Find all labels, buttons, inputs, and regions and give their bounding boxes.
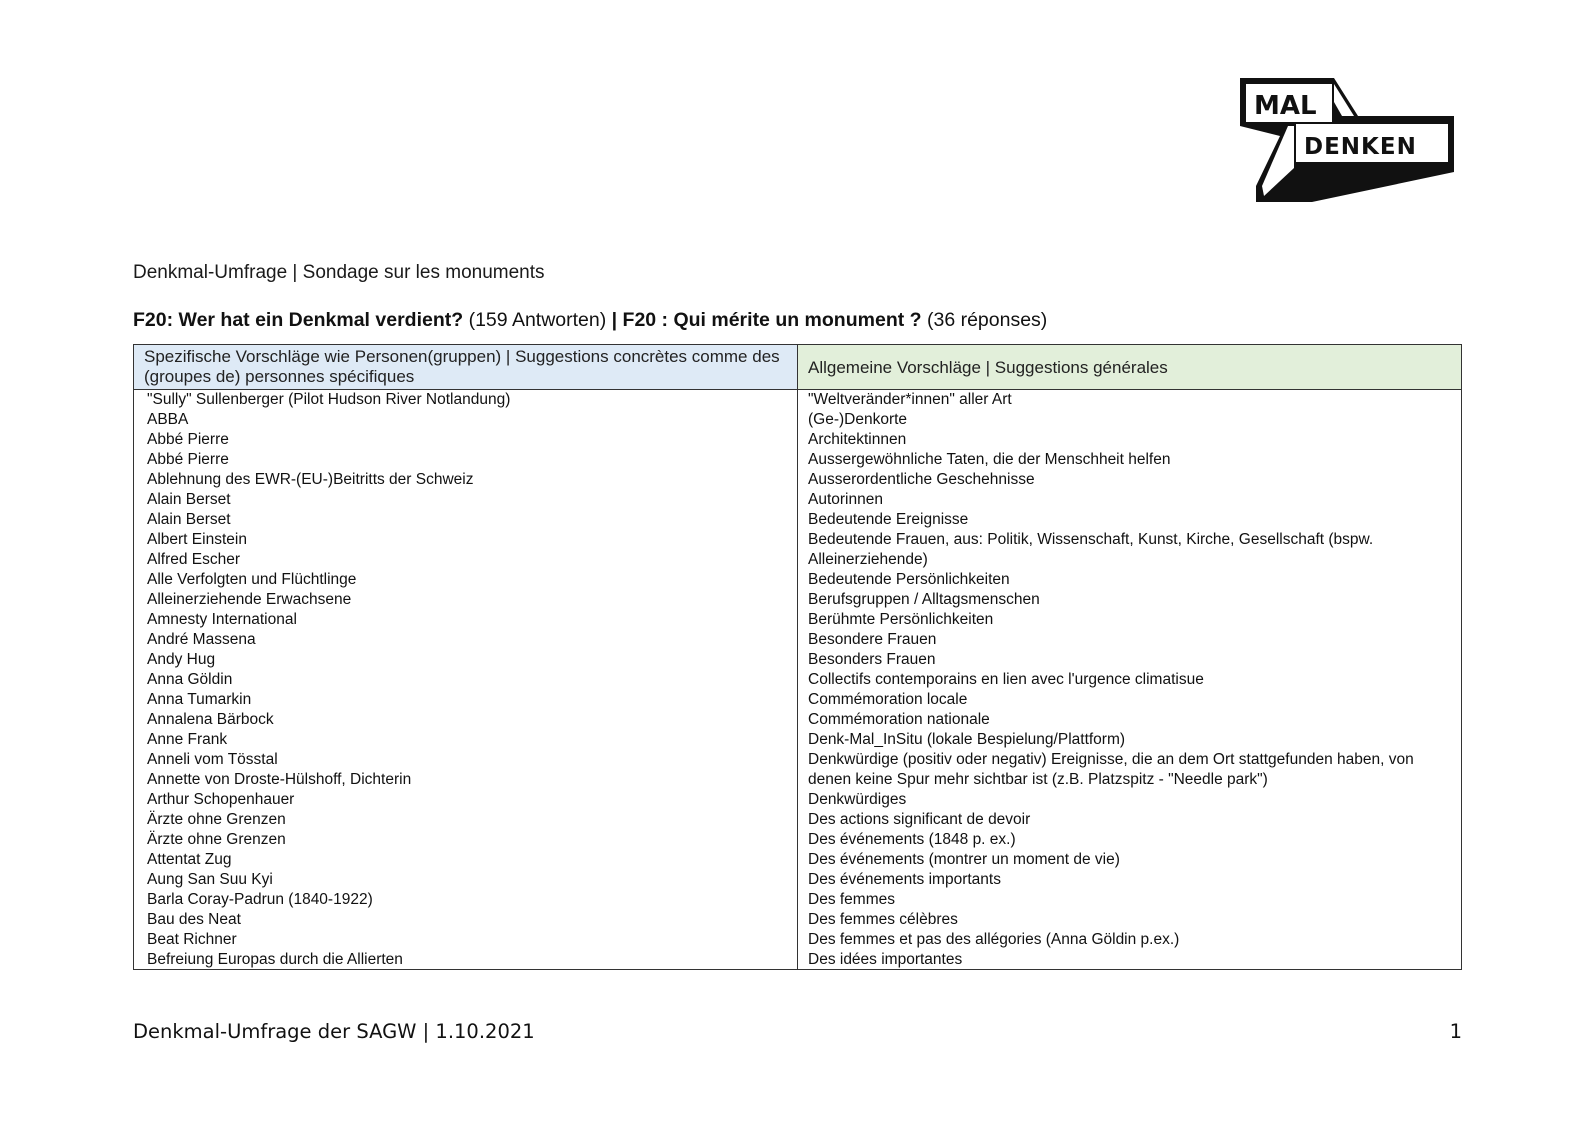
table-cell: Des femmes bbox=[808, 891, 895, 908]
table-cell: Besonders Frauen bbox=[808, 651, 936, 668]
table-cell: Anna Göldin bbox=[147, 671, 233, 688]
mal-denken-logo bbox=[1238, 76, 1458, 204]
table-cell: Berufsgruppen / Alltagsmenschen bbox=[808, 591, 1040, 608]
table-cell: Beat Richner bbox=[147, 931, 237, 948]
table-cell: Bedeutende Frauen, aus: Politik, Wissenschaft, Kunst, Kirche, Gesellschaft (bspw. Alleinerziehende) bbox=[808, 531, 1374, 568]
table-cell: Des événements importants bbox=[808, 871, 1001, 888]
table-cell: Collectifs contemporains en lien avec l'urgence climatisue bbox=[808, 671, 1204, 688]
table-cell: Ärzte ohne Grenzen bbox=[147, 831, 286, 848]
page-number: 1 bbox=[1449, 1020, 1462, 1043]
footer-title: Denkmal-Umfrage der SAGW | 1.10.2021 bbox=[133, 1020, 535, 1043]
logo-text-mal: MAL bbox=[1254, 91, 1317, 121]
table-cell: Ausserordentliche Geschehnisse bbox=[808, 471, 1035, 488]
logo-graphic bbox=[1238, 76, 1458, 204]
table-cell: Anneli vom Tösstal bbox=[147, 751, 278, 768]
table-cell: Anne Frank bbox=[147, 731, 228, 748]
table-cell: Aussergewöhnliche Taten, die der Menschheit helfen bbox=[808, 451, 1171, 468]
table-cell: Des femmes célèbres bbox=[808, 911, 958, 928]
answer-count-fr: (36 réponses) bbox=[921, 309, 1048, 331]
table-cell: Annette von Droste-Hülshoff, Dichterin bbox=[147, 771, 412, 788]
header-general-suggestions: Allgemeine Vorschläge | Suggestions générales bbox=[798, 345, 1461, 390]
table-cell: Ärzte ohne Grenzen bbox=[147, 811, 286, 828]
table-cell: André Massena bbox=[147, 631, 256, 648]
logo-text-denken: DENKEN bbox=[1304, 134, 1417, 160]
question-heading bbox=[133, 309, 1047, 332]
table-cell: Alfred Escher bbox=[147, 551, 241, 568]
table-cell: Denkwürdiges bbox=[808, 791, 907, 808]
document-subtitle: Denkmal-Umfrage | Sondage sur les monuments bbox=[133, 262, 545, 283]
general-suggestions-column bbox=[798, 390, 1461, 969]
table-cell: Abbé Pierre bbox=[147, 451, 229, 468]
table-cell: Alle Verfolgten und Flüchtlinge bbox=[147, 571, 357, 588]
table-cell: Attentat Zug bbox=[147, 851, 232, 868]
table-cell: Barla Coray-Padrun (1840-1922) bbox=[147, 891, 373, 908]
specific-suggestions-column bbox=[134, 390, 798, 969]
table-cell: Des femmes et pas des allégories (Anna Göldin p.ex.) bbox=[808, 931, 1180, 948]
table-cell: Albert Einstein bbox=[147, 531, 247, 548]
question-fr: | F20 : Qui mérite un monument ? bbox=[611, 309, 922, 331]
table-cell: Annalena Bärbock bbox=[147, 711, 274, 728]
table-cell: Ablehnung des EWR-(EU-)Beitritts der Schweiz bbox=[147, 471, 474, 488]
suggestions-table bbox=[133, 344, 1462, 970]
table-cell: Des événements (1848 p. ex.) bbox=[808, 831, 1016, 848]
table-cell: Aung San Suu Kyi bbox=[147, 871, 273, 888]
table-cell: (Ge-)Denkorte bbox=[808, 411, 908, 428]
table-cell: Alleinerziehende Erwachsene bbox=[147, 591, 352, 608]
table-cell: Bedeutende Ereignisse bbox=[808, 511, 969, 528]
table-cell: Bedeutende Persönlichkeiten bbox=[808, 571, 1010, 588]
table-cell: Denkwürdige (positiv oder negativ) Ereignisse, die an dem Ort stattgefunden haben, von denen keine Spur mehr sichtbar ist (z.B. Platzspitz - "Needle park") bbox=[808, 751, 1414, 788]
table-cell: Alain Berset bbox=[147, 491, 231, 508]
answer-count-de: (159 Antworten) bbox=[463, 309, 612, 331]
table-cell: Besondere Frauen bbox=[808, 631, 937, 648]
table-cell: Amnesty International bbox=[147, 611, 297, 628]
table-cell: Architektinnen bbox=[808, 431, 907, 448]
header-specific-suggestions: Spezifische Vorschläge wie Personen(gruppen) | Suggestions concrètes comme des (groupes de) personnes spécifiques bbox=[134, 345, 798, 390]
table-cell: Berühmte Persönlichkeiten bbox=[808, 611, 994, 628]
table-cell: Befreiung Europas durch die Allierten bbox=[147, 951, 403, 968]
table-cell: "Weltveränder*innen" aller Art bbox=[808, 391, 1012, 408]
table-cell: Arthur Schopenhauer bbox=[147, 791, 295, 808]
table-cell: Alain Berset bbox=[147, 511, 231, 528]
table-cell: Anna Tumarkin bbox=[147, 691, 252, 708]
table-cell: Andy Hug bbox=[147, 651, 216, 668]
table-cell: ABBA bbox=[147, 411, 189, 428]
table-cell: Commémoration nationale bbox=[808, 711, 990, 728]
table-cell: "Sully" Sullenberger (Pilot Hudson River Notlandung) bbox=[147, 391, 511, 408]
table-cell: Denk-Mal_InSitu (lokale Bespielung/Plattform) bbox=[808, 731, 1126, 748]
table-cell: Des idées importantes bbox=[808, 951, 963, 968]
question-de: F20: Wer hat ein Denkmal verdient? bbox=[133, 309, 464, 331]
table-cell: Des événements (montrer un moment de vie) bbox=[808, 851, 1120, 868]
table-cell: Autorinnen bbox=[808, 491, 883, 508]
table-cell: Commémoration locale bbox=[808, 691, 968, 708]
table-cell: Bau des Neat bbox=[147, 911, 241, 928]
table-cell: Abbé Pierre bbox=[147, 431, 229, 448]
table-cell: Des actions significant de devoir bbox=[808, 811, 1031, 828]
